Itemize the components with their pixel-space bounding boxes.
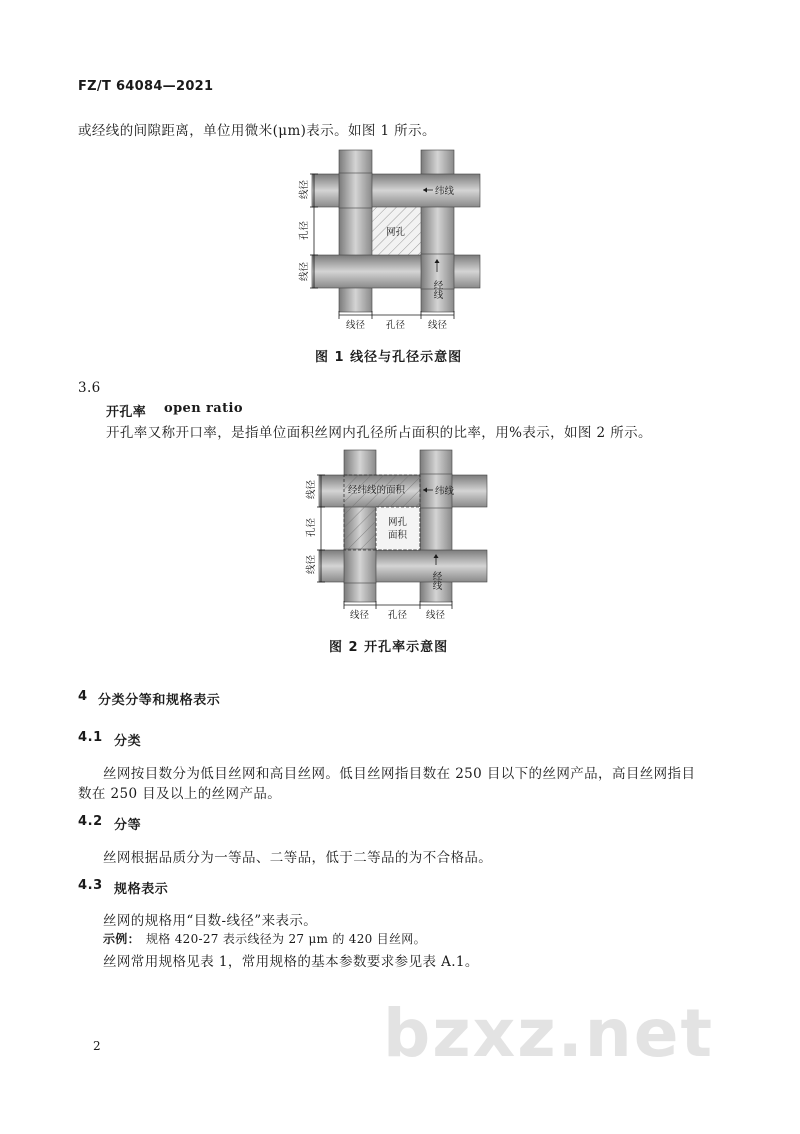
figure-1-caption: 图 1 线径与孔径示意图 xyxy=(315,350,463,365)
section-4-title: 分类分等和规格表示 xyxy=(98,693,221,708)
section-4-3-example-label: 示例： xyxy=(103,932,140,946)
fig2-label-line-dia-top: 线径 xyxy=(306,479,317,499)
section-3-6-term-en: open ratio xyxy=(164,401,243,416)
section-4-number: 4 xyxy=(78,689,88,704)
page-number: 2 xyxy=(93,1039,101,1053)
fig1-label-line-dia-b2: 线径 xyxy=(428,320,448,331)
fig2-label-warp: 经线 xyxy=(430,571,442,590)
section-4-1-number: 4.1 xyxy=(78,730,103,745)
watermark: bzxz.net xyxy=(383,995,715,1072)
figure-1-diagram xyxy=(290,145,490,335)
fig2-label-line-dia-bottom: 线径 xyxy=(306,554,317,574)
fig2-label-weft: 纬线 xyxy=(435,486,455,497)
weft-wire-bottom xyxy=(312,255,480,288)
fig2-label-hole-area-2: 面积 xyxy=(388,530,408,541)
section-4-2-text: 丝网根据品质分为一等品、二等品，低于二等品的为不合格品。 xyxy=(103,850,493,866)
section-4-3-line1: 丝网的规格用“目数-线径”来表示。 xyxy=(103,913,318,929)
fig2-label-line-dia-b2: 线径 xyxy=(426,610,446,621)
section-4-3-number: 4.3 xyxy=(78,878,103,893)
fig1-label-warp: 经线 xyxy=(431,280,443,299)
weft-wire-top xyxy=(312,174,480,207)
fig2-label-wire-area: 经纬线的面积 xyxy=(348,485,406,496)
section-3-6-term-cn: 开孔率 xyxy=(106,405,147,420)
fig2-label-line-dia-b1: 线径 xyxy=(350,610,370,621)
fig1-label-hole-dia-b: 孔径 xyxy=(386,320,406,331)
section-4-2-title: 分等 xyxy=(114,818,142,833)
section-4-3-example-text: 规格 420-27 表示线径为 27 μm 的 420 目丝网。 xyxy=(146,932,426,946)
fig1-label-hole-dia-left: 孔径 xyxy=(299,220,310,240)
hole-area xyxy=(376,507,420,550)
standard-number: FZ/T 64084—2021 xyxy=(78,79,214,94)
section-4-1-line1: 丝网按目数分为低目丝网和高目丝网。低目丝网指目数在 250 目以下的丝网产品，高目丝网指目 xyxy=(103,766,696,782)
fig1-label-line-dia-bottom: 线径 xyxy=(299,261,310,281)
fig1-label-mesh: 网孔 xyxy=(386,227,406,238)
fig2-label-hole-dia-b: 孔径 xyxy=(388,610,408,621)
section-4-1-line2: 数在 250 目及以上的丝网产品。 xyxy=(78,786,282,802)
fig2-label-hole-dia-left: 孔径 xyxy=(306,517,317,537)
section-3-6-number: 3.6 xyxy=(78,380,101,396)
figure-2-diagram xyxy=(297,447,497,627)
section-4-3-title: 规格表示 xyxy=(114,882,169,897)
section-3-6-definition: 开孔率又称开口率，是指单位面积丝网内孔径所占面积的比率，用%表示，如图 2 所示。 xyxy=(106,425,652,441)
intro-line: 或经线的间隙距离，单位用微米(μm)表示。如图 1 所示。 xyxy=(78,123,436,139)
figure-2-caption: 图 2 开孔率示意图 xyxy=(329,640,449,655)
fig1-label-line-dia-top: 线径 xyxy=(299,179,310,199)
fig2-label-hole-area-1: 网孔 xyxy=(388,517,408,528)
section-4-2-number: 4.2 xyxy=(78,814,103,829)
fig1-label-line-dia-b1: 线径 xyxy=(346,320,366,331)
section-4-1-title: 分类 xyxy=(114,734,142,749)
fig1-label-weft: 纬线 xyxy=(435,186,455,197)
section-4-3-line3: 丝网常用规格见表 1，常用规格的基本参数要求参见表 A.1。 xyxy=(103,954,479,970)
